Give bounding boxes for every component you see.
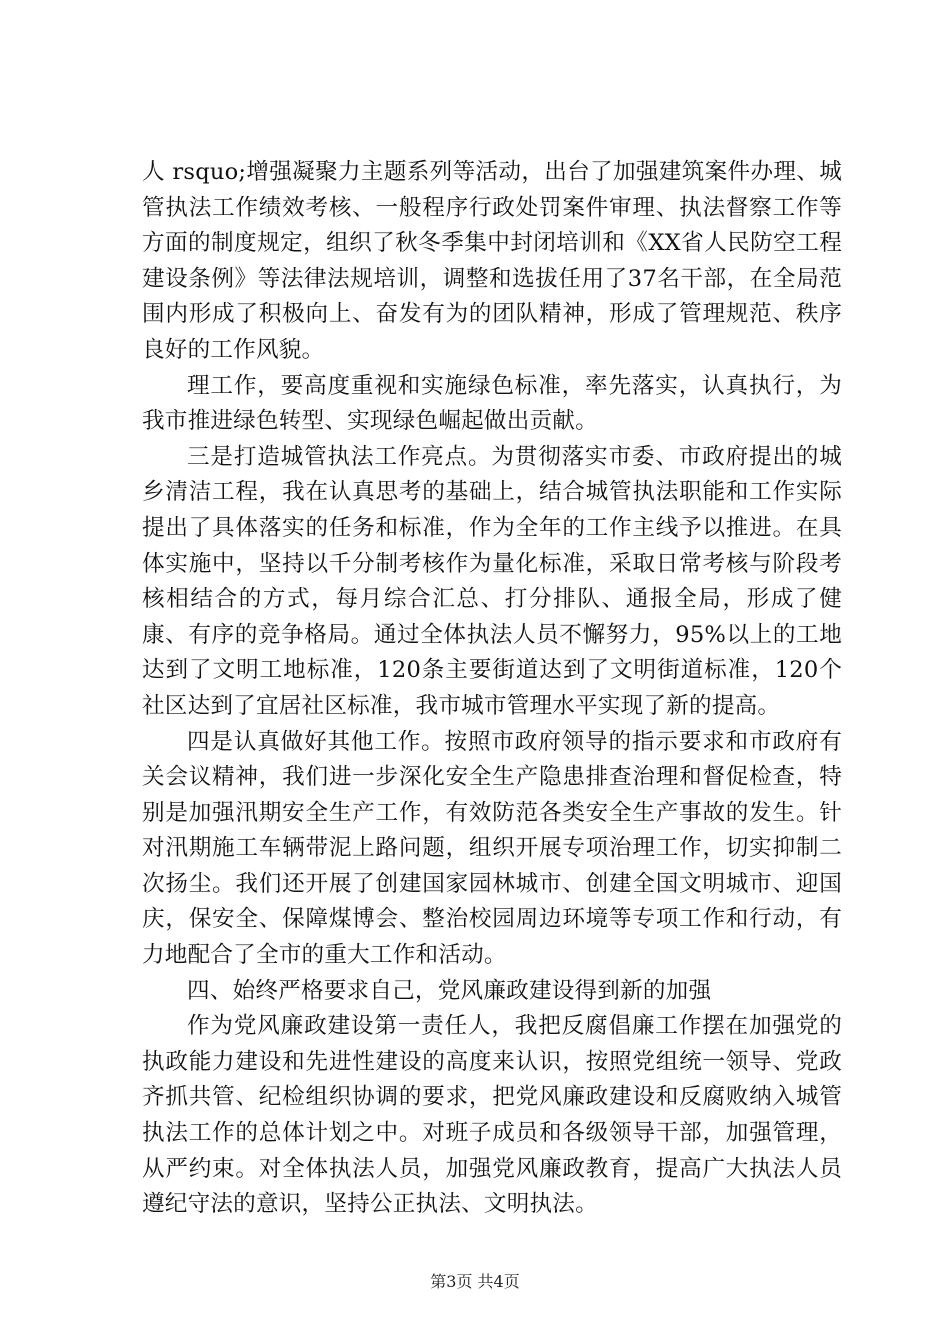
body-text bbox=[142, 155, 842, 1223]
section-heading-integrity: 四、始终严格要求自己，党风廉政建设得到新的加强 bbox=[187, 977, 712, 1004]
page-footer: 第3页 共4页 bbox=[430, 1272, 520, 1291]
paragraph-highlight-work: 三是打造城管执法工作亮点。为贯彻落实市委、市政府提出的城乡清洁工程，我在认真思考的基础上，结合城管执法职能和工作实际提出了具体落实的任务和标准，作为全年的工作主线予以推进。在具体实施中，坚持以千分制考核作为量化标准，采取日常考核与阶段考核相结合的方式，每月综合汇总、打分排队、通报全局，形成了健康、有序的竞争格局。通过全体执法人员不懈努力，95%以上的工地达到了文明工地标准，120条主要街道达到了文明街道标准，120个社区达到了宜居社区标准，我市城市管理水平实现了新的提高。 bbox=[142, 443, 842, 719]
paragraph-green-standard: 理工作，要高度重视和实施绿色标准，率先落实，认真执行，为我市推进绿色转型、实现绿色崛起做出贡献。 bbox=[142, 372, 842, 435]
paragraph-anti-corruption: 作为党风廉政建设第一责任人，我把反腐倡廉工作摆在加强党的执政能力建设和先进性建设的高度来认识，按照党组统一领导、党政齐抓共管、纪检组织协调的要求，把党风廉政建设和反腐败纳入城管执法工作的总体计划之中。对班子成员和各级领导干部，加强管理，从严约束。对全体执法人员，加强党风廉政教育，提高广大执法人员遵纪守法的意识，坚持公正执法、文明执法。 bbox=[142, 1013, 842, 1218]
paragraph-continuation: 人 rsquo;增强凝聚力主题系列等活动，出台了加强建筑案件办理、城管执法工作绩效考核、一般程序行政处罚案件审理、执法督察工作等方面的制度规定，组织了秋冬季集中封闭培训和《XX省人民防空工程建设条例》等法律法规培训，调整和选拔任用了37名干部，在全局范围内形成了积极向上、奋发有为的团队精神，形成了管理规范、秩序良好的工作风貌。 bbox=[142, 159, 842, 363]
paragraph-other-work: 四是认真做好其他工作。按照市政府领导的指示要求和市政府有关会议精神，我们进一步深化安全生产隐患排查治理和督促检查，特别是加强汛期安全生产工作，有效防范各类安全生产事故的发生。针对汛期施工车辆带泥上路问题，组织开展专项治理工作，切实抑制二次扬尘。我们还开展了创建国家园林城市、创建全国文明城市、迎国庆，保安全、保障煤博会、整治校园周边环境等专项工作和行动，有力地配合了全市的重大工作和活动。 bbox=[142, 728, 842, 969]
